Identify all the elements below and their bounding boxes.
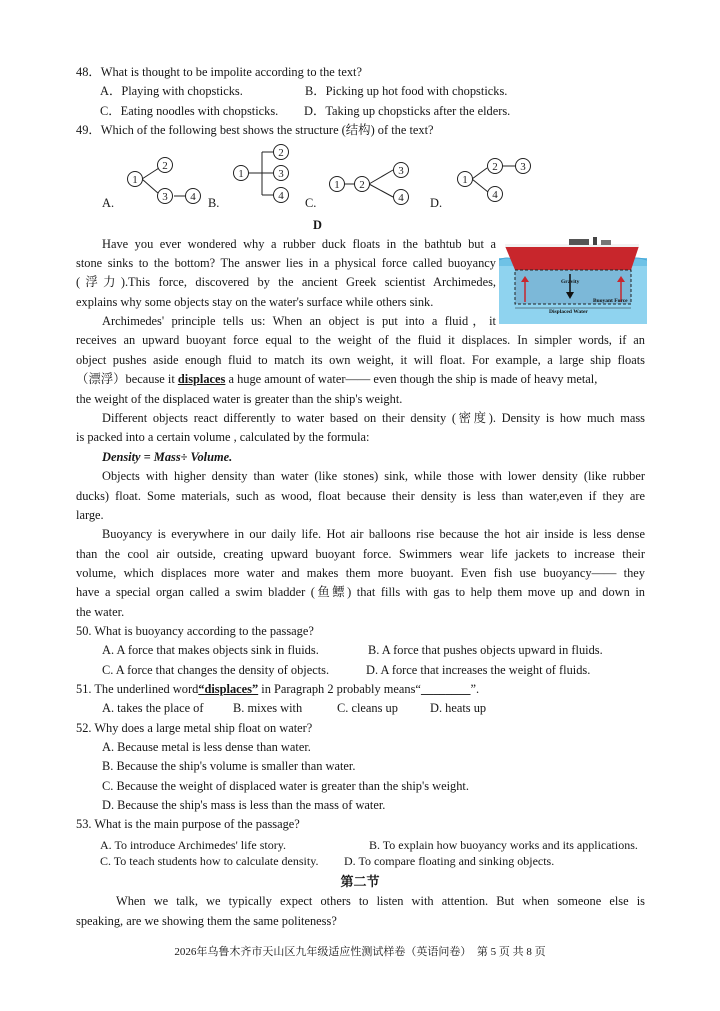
q48-option-b: B．Picking up hot food with chopsticks. bbox=[305, 84, 508, 98]
p2-line-4-post: a huge amount of water—— even though the ship is made of heavy metal, bbox=[225, 372, 598, 386]
p1-line-1: Have you ever wondered why a rubber duck floats in the bathtub but a bbox=[102, 237, 496, 251]
p3-line-1: Different objects react differently to water based on their density (密度). Density is how much mass bbox=[102, 411, 645, 425]
page-footer: 2026年乌鲁木齐市天山区九年级适应性测试样卷（英语问卷） 第 5 页 共 8 页 bbox=[174, 946, 546, 958]
q50-option-b: B. A force that pushes objects upward in fluids. bbox=[368, 643, 603, 657]
section-2-line-2: speaking, are we showing them the same politeness? bbox=[76, 914, 337, 928]
q49-d-node-3: 3 bbox=[520, 161, 526, 173]
q51-stem-pre: 51. The underlined word bbox=[76, 682, 199, 696]
q52-option-c: C. Because the weight of displaced water is greater than the ship's weight. bbox=[102, 779, 469, 793]
p1-line-2: stone sinks to the bottom? The answer lies in a physical force called buoyancy bbox=[76, 256, 496, 270]
p1-line-4: explains why some objects stay on the water's surface while others sink. bbox=[76, 295, 434, 309]
q51-stem-post: ”. bbox=[470, 682, 480, 696]
q51-option-d: D. heats up bbox=[430, 701, 487, 715]
p5-line-4: have a special organ called a swim bladder (鱼鳔) that fills with gas to help them move up and down in bbox=[76, 585, 645, 599]
q48-option-c: C．Eating noodles with chopsticks. bbox=[100, 104, 279, 118]
ship-buoyancy-figure bbox=[499, 236, 647, 324]
q51-underlined-word: “displaces” bbox=[198, 682, 259, 696]
p2-line-2: receives an upward buoyant force equal to the weight of the fluid it displaces. In simpler words, if an bbox=[76, 333, 645, 347]
p4-line-3: large. bbox=[76, 508, 104, 522]
q53-stem: 53. What is the main purpose of the passage? bbox=[76, 817, 300, 831]
q51-stem bbox=[76, 682, 479, 697]
q49-a-node-4: 4 bbox=[190, 191, 196, 203]
passage-d-letter: D bbox=[313, 218, 322, 232]
p2-line-5: the weight of the displaced water is greater than the ship's weight. bbox=[76, 392, 403, 406]
q49-label-c: C. bbox=[305, 196, 317, 210]
q49-c-node-3: 3 bbox=[398, 165, 404, 177]
section-2-line-1: When we talk, we typically expect others to listen with attention. But when someone else is bbox=[116, 894, 645, 908]
p5-line-5: the water. bbox=[76, 605, 125, 619]
q49-label-b: B. bbox=[208, 196, 220, 210]
q49-d-node-4: 4 bbox=[492, 189, 498, 201]
q49-c-node-1: 1 bbox=[334, 179, 340, 191]
q49-b-node-1: 1 bbox=[238, 168, 244, 180]
p5-line-3: volume, which displaces more water and makes them more buoyant. Even fish use buoyancy—— they bbox=[76, 566, 645, 580]
q49-c-node-4: 4 bbox=[398, 192, 404, 204]
p1-line-3: (浮力).This force, discovered by the ancient Greek scientist Archimedes, bbox=[76, 275, 496, 289]
p3-line-2: is packed into a certain volume , calculated by the formula: bbox=[76, 430, 370, 444]
q48-stem: 48．What is thought to be impolite according to the text? bbox=[76, 65, 362, 79]
q50-option-d: D. A force that increases the weight of fluids. bbox=[366, 663, 591, 677]
p5-line-2: than the cool air outside, creating upward buoyant force. Swimmers wear life jackets to increase their bbox=[76, 547, 645, 561]
density-formula: Density = Mass÷ Volume. bbox=[102, 450, 233, 464]
q49-diagram-b bbox=[226, 143, 306, 209]
q49-label-a: A. bbox=[102, 196, 115, 210]
q48-option-a: A．Playing with chopsticks. bbox=[100, 84, 243, 98]
q49-diagram-a bbox=[120, 150, 210, 210]
q51-stem-mid: in Paragraph 2 probably means“ bbox=[258, 682, 421, 696]
q52-option-b: B. Because the ship's volume is smaller than water. bbox=[102, 759, 356, 773]
q49-diagram-d bbox=[450, 152, 540, 207]
q49-label-d: D. bbox=[430, 196, 443, 210]
p2-line-3: object pushes aside enough fluid to match its own weight, it will float. For example, a large ship floats bbox=[76, 353, 645, 367]
q52-stem: 52. Why does a large metal ship float on water? bbox=[76, 721, 313, 735]
q53-option-b: B. To explain how buoyancy works and its applications. bbox=[369, 838, 638, 852]
q49-a-node-2: 2 bbox=[162, 160, 168, 172]
q49-stem: 49．Which of the following best shows the structure (结构) of the text? bbox=[76, 123, 434, 137]
q51-option-b: B. mixes with bbox=[233, 701, 303, 715]
figure-gravity-label: Gravity bbox=[561, 279, 580, 285]
p4-line-2: ducks) float. Some materials, such as wood, float because their density is less than water,even if they are bbox=[76, 489, 645, 503]
q52-option-a: A. Because metal is less dense than water. bbox=[102, 740, 311, 754]
q49-b-node-2: 2 bbox=[278, 147, 284, 159]
q50-option-c: C. A force that changes the density of objects. bbox=[102, 663, 330, 677]
q53-option-d: D. To compare floating and sinking objects. bbox=[344, 854, 555, 868]
q52-option-d: D. Because the ship's mass is less than the mass of water. bbox=[102, 798, 386, 812]
p2-line-1: Archimedes' principle tells us: When an object is put into a fluid，it bbox=[102, 314, 496, 328]
p2-line-4 bbox=[76, 372, 597, 387]
q49-diagram-c bbox=[322, 155, 422, 210]
q49-a-node-1: 1 bbox=[132, 174, 138, 186]
figure-buoyant-label: Buoyant Force bbox=[593, 298, 628, 304]
q53-option-a: A. To introduce Archimedes' life story. bbox=[100, 838, 286, 852]
p2-line-4-pre: （漂浮）because it bbox=[76, 372, 178, 386]
section-2-title: 第二节 bbox=[340, 874, 380, 889]
q51-option-a: A. takes the place of bbox=[102, 701, 204, 715]
p4-line-1: Objects with higher density than water (like stones) sink, while those with lower density (like rubber bbox=[102, 469, 645, 483]
q49-d-node-1: 1 bbox=[462, 174, 468, 186]
q49-b-node-3: 3 bbox=[278, 168, 284, 180]
q50-stem: 50. What is buoyancy according to the passage? bbox=[76, 624, 314, 638]
displaces-underlined-word: displaces bbox=[177, 372, 226, 386]
q50-option-a: A. A force that makes objects sink in fluids. bbox=[102, 643, 319, 657]
q49-b-node-4: 4 bbox=[278, 190, 284, 202]
q53-option-c: C. To teach students how to calculate density. bbox=[100, 854, 319, 868]
q49-c-node-2: 2 bbox=[359, 179, 365, 191]
q48-option-d: D．Taking up chopsticks after the elders. bbox=[304, 104, 511, 118]
q49-d-node-2: 2 bbox=[492, 161, 498, 173]
p5-line-1: Buoyancy is everywhere in our daily life. Hot air balloons rise because the hot air inside is less dense bbox=[102, 527, 645, 541]
q51-option-c: C. cleans up bbox=[337, 701, 398, 715]
q51-blank: ________ bbox=[420, 682, 471, 696]
q49-a-node-3: 3 bbox=[162, 191, 168, 203]
figure-displaced-label: Displaced Water bbox=[549, 309, 588, 315]
